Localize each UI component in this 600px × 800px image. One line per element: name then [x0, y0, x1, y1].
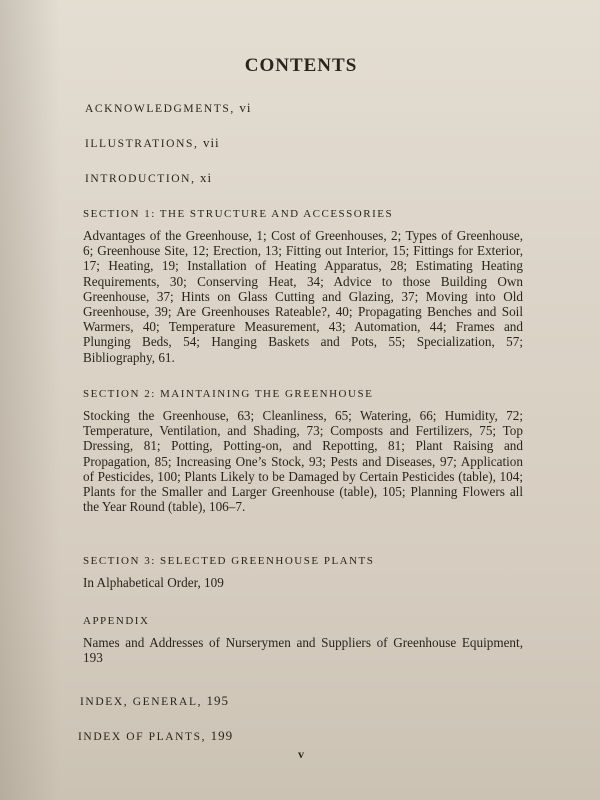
section-heading: APPENDIX — [83, 615, 150, 627]
toc-entry-label: ACKNOWLEDGMENTS, — [85, 103, 235, 115]
page-shadow — [0, 0, 60, 800]
toc-section-1 — [83, 208, 523, 365]
toc-entry-page: xi — [200, 170, 213, 185]
section-heading: SECTION 2: MAINTAINING THE GREENHOUSE — [83, 388, 374, 400]
toc-entry-acknowledgments — [85, 100, 251, 116]
page-title: CONTENTS — [244, 55, 358, 76]
toc-appendix — [83, 615, 523, 665]
section-heading: SECTION 3: SELECTED GREENHOUSE PLANTS — [83, 555, 375, 567]
toc-entry-page: vi — [239, 100, 252, 115]
toc-entry-label: INDEX OF PLANTS, — [78, 731, 207, 743]
toc-entry-index-plants — [78, 728, 233, 744]
section-heading: SECTION 1: THE STRUCTURE AND ACCESSORIES — [83, 208, 394, 220]
toc-section-2 — [83, 388, 523, 514]
section-entries: Stocking the Greenhouse, 63; Cleanliness, 65; Watering, 66; Humidity, 72; Temperature, Ventilation, and Shading, 73; Composts and Fertilizers, 75; Top Dressing, 81; Potting, Potting-on, and Repotting, 81; Plant Raising and Propagation, 85; Increasing One’s Stock, 93; Pests and Diseases, 97; Application of Pesticides, 100; Plants Likely to be Damaged by Certain Pesticides (table), 104; Plants for the Smaller and Larger Greenhouse (table), 105; Planning Flowers all the Year Round (table), 106–7. — [83, 408, 523, 515]
toc-entry-page: 195 — [206, 693, 230, 708]
section-entries: Advantages of the Greenhouse, 1; Cost of Greenhouses, 2; Types of Greenhouse, 6; Greenhouse Site, 12; Erection, 13; Fitting out Interior, 15; Fittings for Exterior, 17; Heating, 19; Installation of Heating Apparatus, 28; Estimating Heating Requirements, 30; Conserving Heat, 34; Advice to those Building Own Greenhouse, 37; Hints on Glass Cutting and Glazing, 37; Moving into Old Greenhouse, 39; Are Greenhouses Rateable?, 40; Propagating Benches and Soil Warmers, 40; Temperature Measurement, 43; Automation, 44; Frames and Plunging Beds, 54; Hanging Baskets and Pots, 55; Specialization, 57; Bibliography, 61. — [83, 228, 523, 365]
section-entries: Names and Addresses of Nurserymen and Suppliers of Greenhouse Equipment, 193 — [83, 635, 523, 666]
toc-entry-label: INDEX, GENERAL, — [80, 696, 203, 708]
toc-entry-page: vii — [202, 135, 220, 150]
toc-entry-label: INTRODUCTION, — [85, 173, 196, 185]
toc-entry-page: 199 — [210, 728, 234, 743]
toc-entry-index-general — [80, 693, 229, 709]
page-number: v — [298, 747, 304, 761]
toc-entry-label: ILLUSTRATIONS, — [85, 138, 199, 150]
toc-entry-illustrations — [85, 135, 220, 151]
contents-area — [78, 55, 523, 761]
toc-entry-introduction — [85, 170, 212, 186]
section-entries: In Alphabetical Order, 109 — [83, 575, 224, 590]
toc-section-3 — [83, 555, 523, 590]
